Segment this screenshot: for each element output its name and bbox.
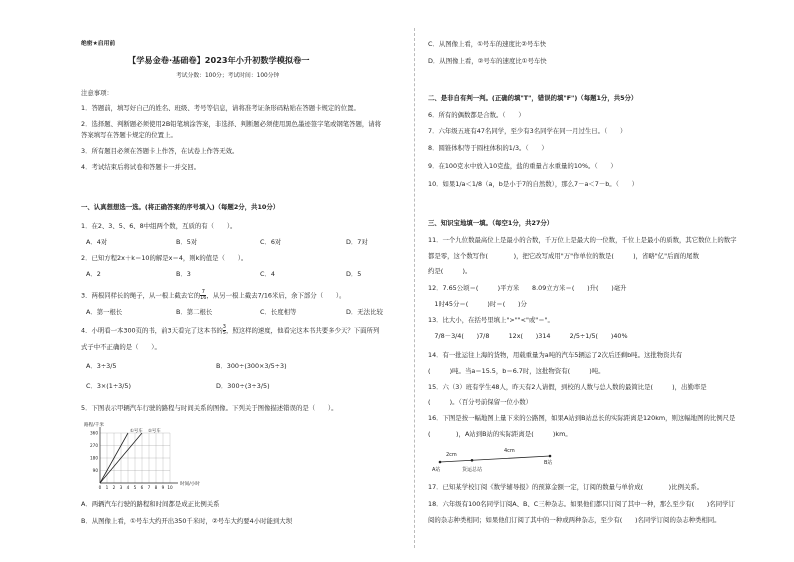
y-axis-title: 路程/千米: [84, 423, 104, 428]
q3-option-c: C．长度相等: [260, 308, 297, 316]
question-13-items: 7/8－3/4( )7/8 12x( )314 2/5÷1/5( )40%: [428, 332, 628, 340]
station-b-label: B站: [544, 460, 553, 466]
q4-text-b: ，照这样的速度，他看完这本书共要多少天？下面所列: [225, 326, 380, 335]
question-12-line1: 12．7.65公顷＝( )平方米 8.09立方米＝( )升( )毫升: [428, 284, 627, 292]
q5-option-a: A．两辆汽车行驶的路程和时间都是成正比例关系: [81, 500, 220, 508]
right-column: [420, 0, 794, 562]
question-17: 17．已知某学校订阅《数学辅导报》的预算金额一定，订阅的数量与单价成( )比例关系。: [428, 483, 704, 491]
y-tick-label: 360: [90, 430, 98, 436]
section1-heading: 一、认真想想选一选。(将正确答案的序号填入)（每题2分，共10分）: [81, 203, 280, 211]
x-tick-label: 8: [154, 485, 158, 490]
question-2: 2．已知方程2x＋k＝10的解是x＝4，则k的值是（ ）。: [81, 254, 248, 262]
question-18-line1: 18．六年级有100名同学订阅A、B、C三种杂志。如果他们都只订阅了其中一种，那么至少有( )名同学订: [428, 500, 735, 508]
section2-heading: 二、是非自有判一判。(正确的填"T"，错误的填"F")（每题1分，共5分）: [428, 94, 638, 102]
left-distance-label: 2cm: [446, 452, 457, 458]
x-tick-label: 7: [147, 485, 151, 490]
freight-station-dot: [471, 459, 474, 462]
note-item: 3．所有题目必须在答题卡上作答，在试卷上作答无效。: [81, 147, 239, 155]
question-18-line2: 阅的杂志种类相同；如果他们订阅了其中的一种或两种杂志，至少有( )名同学订阅的杂志种类相同。: [428, 516, 721, 524]
x-tick-label: 1: [105, 485, 109, 490]
q4-text-c: 式子中不正确的是（ ）。: [81, 343, 161, 351]
series-label: ②号车: [148, 429, 161, 434]
q1-option-d: D．7对: [346, 238, 368, 246]
q4-denominator: 5: [222, 330, 226, 336]
q3-option-b: B．第二根长: [176, 308, 213, 316]
q4-option-c: C．3×(1÷3/5): [86, 382, 131, 390]
q1-option-b: B．5对: [176, 238, 198, 246]
note-item: 4．考试结束后将试卷和答题卡一并交回。: [81, 163, 201, 171]
x-axis-title: 时间/小时: [180, 482, 200, 487]
question-10: 10．如果1/a＜1/8（a，b是小于7的自然数），那么7－a＜7－b。（ ）: [428, 180, 639, 188]
question-13: 13．比大小，在括号里填上">""<"或"＝"。: [428, 316, 554, 324]
route-map: [432, 446, 562, 474]
q2-option-d: D．5: [346, 270, 362, 278]
q1-option-a: A．4对: [86, 238, 108, 246]
y-tick-label: 180: [90, 455, 98, 461]
x-tick-label: 5: [133, 485, 137, 490]
q5-option-c: C．从图像上看，①号车的速度比②号车快: [428, 40, 547, 48]
q4-option-d: D．300÷(3÷3/5): [216, 382, 270, 390]
q3-denominator: 16: [200, 295, 207, 301]
q3-option-d: D．无法比较: [346, 308, 383, 316]
station-b-dot: [549, 455, 552, 458]
question-15-line2: ( )。（百分号前保留一位小数）: [428, 398, 533, 406]
question-8: 8．圆锥体积等于圆柱体积的1/3。（ ）: [428, 144, 548, 152]
note-item: 2．选择题、判断题必须使用2B铅笔填涂答案，非选择、判断题必须使用黑色墨迹签字笔或钢笔答题，请将: [81, 120, 382, 128]
right-distance-label: 4cm: [504, 448, 515, 454]
question-11-line1: 11．一个九位数最高位上是最小的合数，千万位上是最大的一位数，千位上是最小的质数，其它数位上的数字: [428, 236, 737, 244]
x-tick-label: 6: [140, 485, 144, 490]
q3-option-a: A．第一根长: [86, 308, 123, 316]
x-tick-label: 2: [112, 485, 116, 490]
question-5: 5．下图表示甲辆汽车行驶的路程与时间关系的图像。下列关于图像描述错误的是（ ）。: [81, 404, 338, 412]
q3-text-a: 3．两根同样长的绳子，从一根上截去它的: [81, 291, 201, 300]
question-14-line2: ( )吨。当a＝15.5，b＝6.7时，这批物资有( )吨。: [428, 367, 605, 375]
question-1: 1．在2、3、5、6、8中组两个数，互质的有（ ）。: [81, 222, 237, 230]
x-tick-label: 10: [167, 485, 173, 490]
station-a-dot: [439, 461, 442, 464]
q4-numerator: 3: [222, 324, 226, 330]
series-label: ①号车: [130, 429, 143, 434]
question-7: 7．六年级五班有47名同学，至少有3名同学在同一月过生日。（ ）: [428, 127, 627, 135]
q4-option-b: B．300÷(300×3/5÷3): [216, 362, 287, 370]
column-divider: [414, 28, 415, 548]
y-tick-label: 90: [92, 468, 98, 473]
exam-title: 【学易金卷·基础卷】2023年小升初数学模拟卷一: [128, 55, 310, 65]
q4-option-a: A．3÷3/5: [86, 362, 117, 370]
question-16-line1: 16．下图是按一幅地图上量下来的公路图，如果A站到B站总长的实际距离是120km，则这幅地图的比例尺是: [428, 414, 736, 422]
notes-heading: 注意事项：: [81, 89, 113, 97]
freight-station-label: 货运总站: [462, 467, 483, 473]
q1-option-c: C．6对: [260, 238, 282, 246]
q2-option-b: B．3: [176, 270, 191, 278]
note-item: 答案填写在答题卡规定的位置上。: [81, 131, 177, 139]
question-11-line2: 都是零，这个数写作( )，把它改写成用"万"作单位的数是( )，省略"亿"后面的尾数: [428, 252, 699, 260]
distance-time-chart: [84, 421, 204, 493]
x-tick-label: 9: [161, 485, 165, 490]
question-9: 9．在100克水中放入10克盐，盐的重量占水重量的10%。（ ）: [428, 162, 617, 170]
q5-option-b: B．从图像上看，①号车大约开出350千米时，②号车大约要4小时能到大坝: [81, 517, 293, 525]
station-a-label: A站: [432, 467, 441, 473]
note-item: 1．答题前，填写好自己的姓名、班级、考号等信息，请将准考证条形码粘贴在答题卡规定的位置。: [81, 104, 360, 112]
question-11-line3: 约是( )。: [428, 267, 472, 275]
chart-svg: [84, 421, 204, 493]
q2-option-c: C．4: [260, 270, 275, 278]
secret-label: 绝密★启用前: [81, 41, 116, 47]
x-tick-label: 0: [98, 485, 102, 490]
q3-text-b: ，从另一根上截去7/16米后，余下部分（ ）。: [206, 291, 346, 300]
question-15-line1: 15．六（3）班有学生48人，昨天有2人请假，到校的人数与总人数的最简比是( )，出勤率是: [428, 383, 707, 391]
q3-numerator: 7: [201, 289, 205, 295]
question-3: [81, 290, 345, 301]
question-4: [81, 325, 379, 336]
question-14-line1: 14．有一批运往上海的货物，用载重量为a吨的汽车5辆运了2次后还剩b吨。这批物资共有: [428, 351, 683, 359]
exam-info: 考试分数：100分；考试时间：100分钟: [176, 73, 280, 79]
x-tick-label: 3: [119, 485, 123, 490]
q5-option-d: D．从图像上看，②号车的速度比①号车快: [428, 57, 547, 65]
question-16-line2: ( )，A站到B站的实际距离是( )km。: [428, 430, 572, 438]
question-6: 6．所有的偶数都是合数。（ ）: [428, 111, 525, 119]
x-tick-label: 4: [126, 485, 130, 490]
q2-option-a: A．2: [86, 270, 101, 278]
question-12-line2: 1时45分＝( )时＝( )分: [428, 300, 527, 308]
q4-text-a: 4．小明看一本300页的书，前3天看完了这本书的: [81, 326, 223, 335]
y-tick-label: 270: [90, 443, 98, 448]
section3-heading: 三、知识宝地填一填。（每空1分，共27分）: [428, 219, 554, 227]
